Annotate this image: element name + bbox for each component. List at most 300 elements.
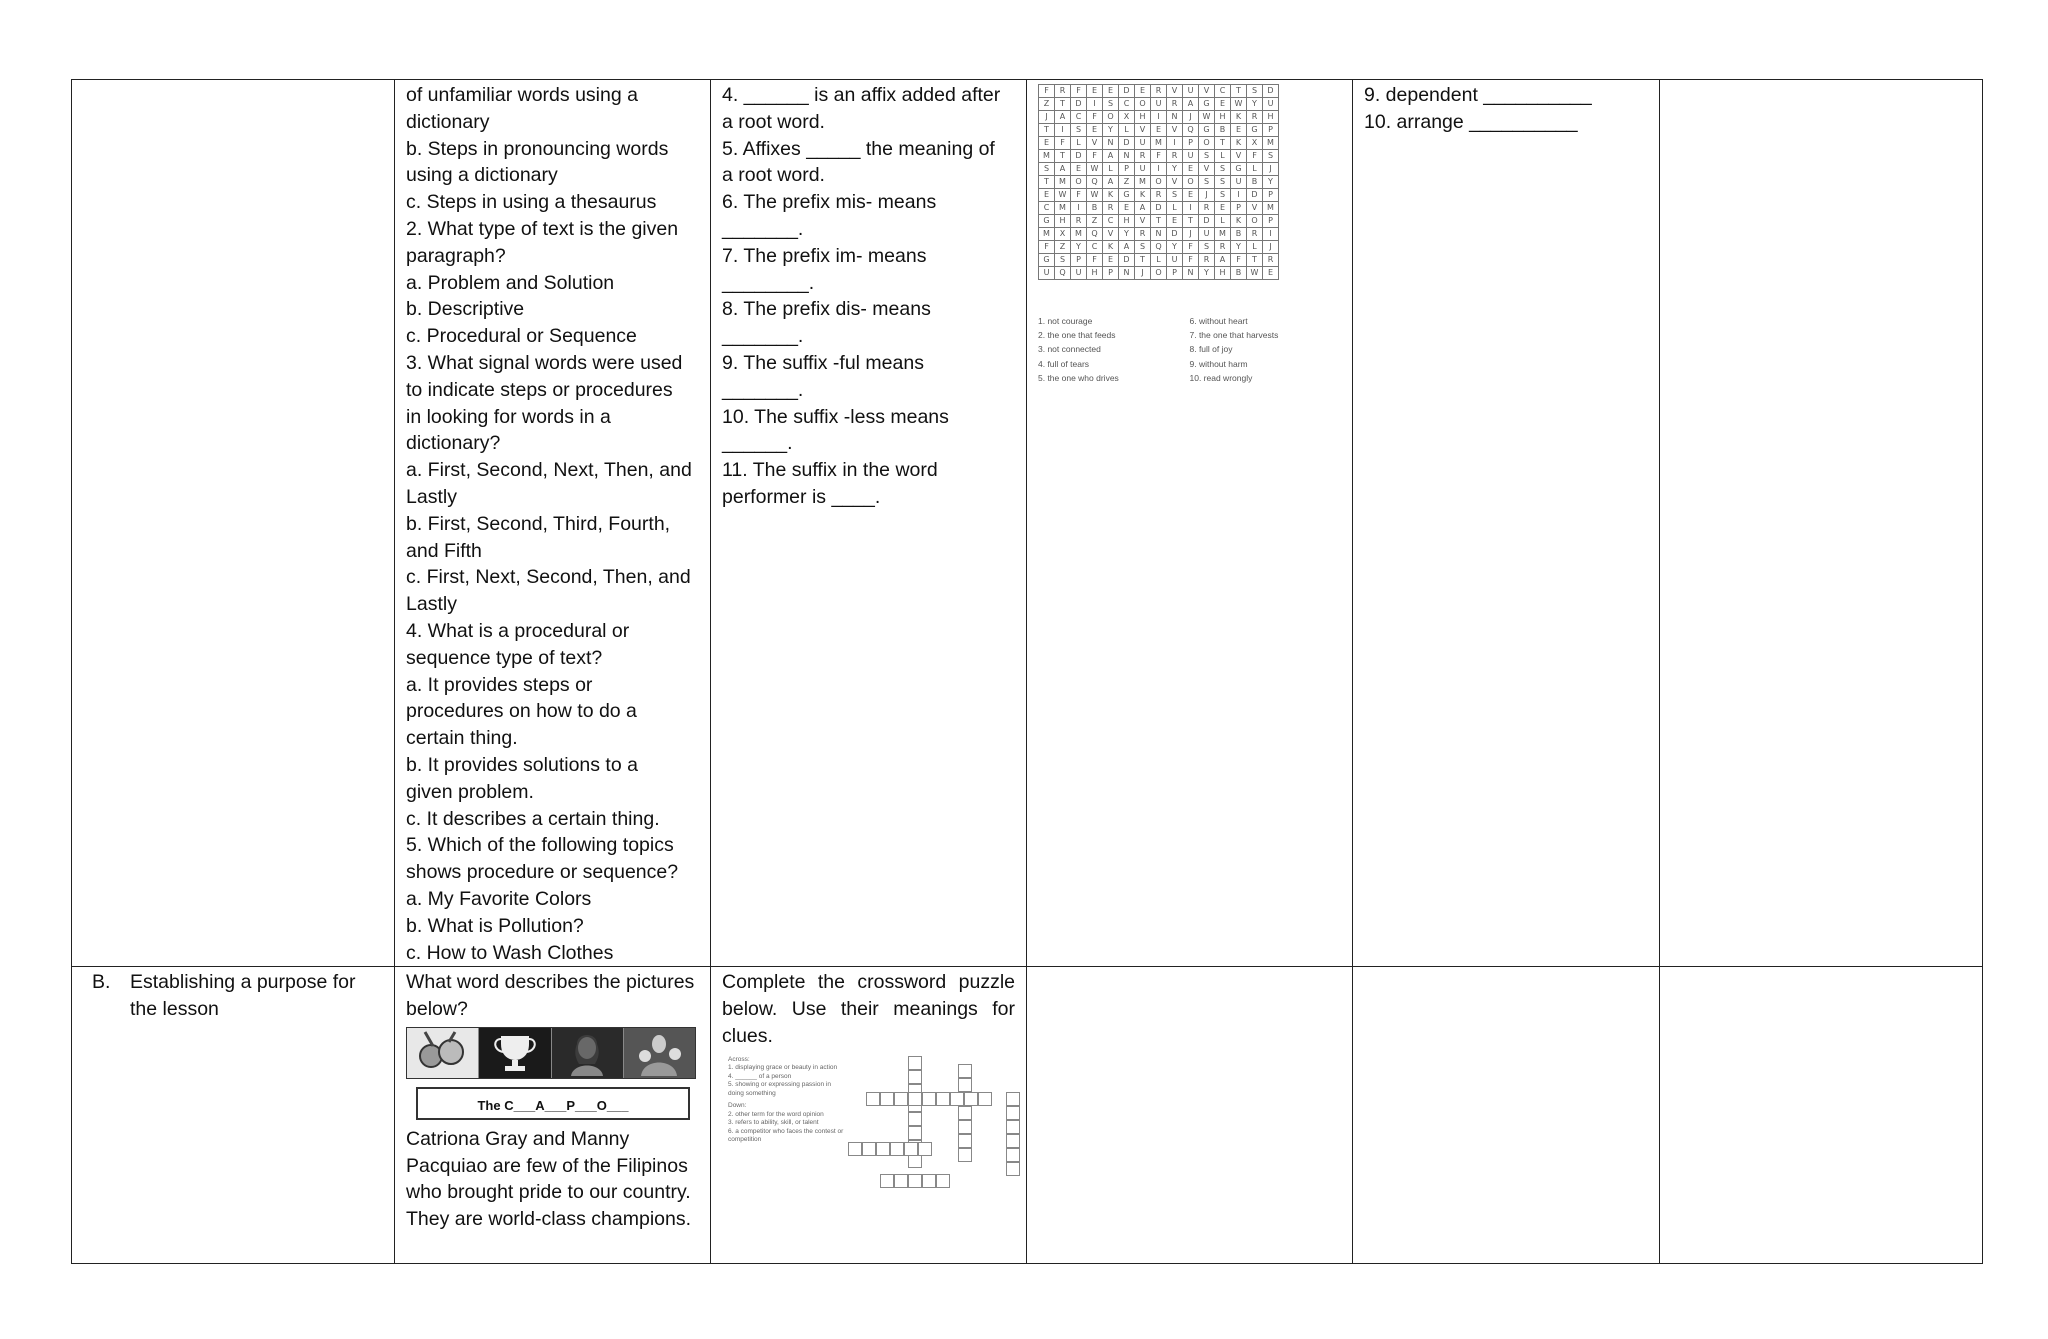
word-search-letter: E xyxy=(1087,85,1103,98)
word-search-letter: R xyxy=(1167,98,1183,111)
word-search-letter: G xyxy=(1231,163,1247,176)
crossword-square xyxy=(866,1092,880,1106)
word-search-letter: L xyxy=(1247,241,1263,254)
question-line: b. What is Pollution? xyxy=(406,914,584,937)
word-search-letter: L xyxy=(1247,163,1263,176)
word-search-row xyxy=(1039,267,1279,280)
lesson-plan-table xyxy=(71,79,1983,1264)
word-search-clues-left xyxy=(1038,314,1190,385)
word-search-letter: T xyxy=(1055,98,1071,111)
crossword-square xyxy=(958,1120,972,1134)
word-search-letter: E xyxy=(1103,254,1119,267)
crossword-square xyxy=(950,1092,964,1106)
word-search-letter: J xyxy=(1263,163,1279,176)
word-search-letter: I xyxy=(1231,189,1247,202)
word-search-letter: F xyxy=(1039,85,1055,98)
word-search-letter: N xyxy=(1119,267,1135,280)
word-search-letter: D xyxy=(1247,189,1263,202)
word-search-letter: V xyxy=(1167,124,1183,137)
word-search-row xyxy=(1039,215,1279,228)
word-search-letter: S xyxy=(1055,254,1071,267)
word-search-letter: S xyxy=(1199,176,1215,189)
word-search-letter: V xyxy=(1199,85,1215,98)
word-search-letter: F xyxy=(1183,254,1199,267)
question-line: procedures on how to do a xyxy=(406,700,637,723)
question-line: dictionary? xyxy=(406,432,501,455)
review-questions-cell xyxy=(395,80,711,967)
word-search-letter: R xyxy=(1199,254,1215,267)
word-search-letter: R xyxy=(1135,150,1151,163)
trophy-image xyxy=(479,1028,551,1078)
crossword-instruction: Complete the crossword puzzle below. Use their meanings for clues. xyxy=(722,971,1015,1047)
word-search-letter: B xyxy=(1087,202,1103,215)
word-search-letter: Z xyxy=(1119,176,1135,189)
word-search-letter: M xyxy=(1039,150,1055,163)
word-search-letter: S xyxy=(1215,176,1231,189)
word-search-letter: Y xyxy=(1167,241,1183,254)
word-search-letter: A xyxy=(1183,98,1199,111)
word-search-letter: V xyxy=(1231,150,1247,163)
crossword-square xyxy=(894,1092,908,1106)
word-search-letter: M xyxy=(1055,202,1071,215)
word-search-letter: R xyxy=(1055,85,1071,98)
word-search-letter: M xyxy=(1071,228,1087,241)
word-search-letter: F xyxy=(1071,85,1087,98)
word-search-letter: N xyxy=(1103,137,1119,150)
word-search-letter: M xyxy=(1263,202,1279,215)
word-search-letter: B xyxy=(1231,228,1247,241)
question-line: paragraph? xyxy=(406,244,506,267)
word-search-letter: O xyxy=(1151,267,1167,280)
word-search-letter: Z xyxy=(1087,215,1103,228)
question-line: a. It provides steps or xyxy=(406,673,593,696)
word-search-letter: F xyxy=(1183,241,1199,254)
word-search-letter: H xyxy=(1119,215,1135,228)
word-search-letter: T xyxy=(1183,215,1199,228)
word-search-letter: P xyxy=(1183,137,1199,150)
question-line: shows procedure or sequence? xyxy=(406,861,679,884)
question-line: c. First, Next, Second, Then, and xyxy=(406,566,691,589)
crossword-square xyxy=(908,1126,922,1140)
crossword-square xyxy=(862,1142,876,1156)
word-search-letter: D xyxy=(1151,202,1167,215)
word-search-letter: E xyxy=(1039,137,1055,150)
purpose-activity-cell xyxy=(395,967,711,1264)
empty-cell xyxy=(1660,967,1983,1264)
empty-cell xyxy=(1027,967,1353,1264)
word-search-letter: Q xyxy=(1087,176,1103,189)
crossword-square xyxy=(922,1174,936,1188)
champions-pictures xyxy=(406,1027,696,1079)
word-search-letter: H xyxy=(1215,267,1231,280)
word-search-letter: U xyxy=(1183,150,1199,163)
question-line: b. It provides solutions to a xyxy=(406,753,638,776)
word-search-letter: S xyxy=(1039,163,1055,176)
word-search-row xyxy=(1039,124,1279,137)
crossword-square xyxy=(908,1056,922,1070)
crossword-square xyxy=(922,1092,936,1106)
question-line: c. How to Wash Clothes xyxy=(406,941,614,964)
word-search-letter: K xyxy=(1103,189,1119,202)
word-search-letter: Q xyxy=(1151,241,1167,254)
word-search-letter: G xyxy=(1119,189,1135,202)
word-search-row xyxy=(1039,241,1279,254)
objective-label: Establishing a purpose for the lesson xyxy=(130,971,356,1021)
word-search-letter: L xyxy=(1167,202,1183,215)
word-search-letter: S xyxy=(1215,189,1231,202)
crossword-square xyxy=(1006,1148,1020,1162)
word-search-letter: S xyxy=(1247,85,1263,98)
crossword-puzzle xyxy=(722,1056,1015,1206)
word-search-letter: U xyxy=(1039,267,1055,280)
champions-paragraph: Catriona Gray and Manny Pacquiao are few of the Filipinos who brought pride to our country. They are world-class champions. xyxy=(406,1127,692,1231)
question-line: _______. xyxy=(722,217,804,240)
word-search-letter: H xyxy=(1087,267,1103,280)
word-search-letter: L xyxy=(1215,215,1231,228)
word-search-clue: 4. full of tears xyxy=(1038,358,1090,369)
question-line: c. It describes a certain thing. xyxy=(406,807,660,830)
word-search-letter: F xyxy=(1247,150,1263,163)
word-search-letter: V xyxy=(1199,163,1215,176)
table-row xyxy=(72,80,1983,967)
word-search-letter: O xyxy=(1103,111,1119,124)
crossword-square xyxy=(958,1148,972,1162)
word-search-letter: O xyxy=(1151,176,1167,189)
empty-cell xyxy=(1660,80,1983,967)
word-search-letter: O xyxy=(1199,137,1215,150)
word-search-letter: V xyxy=(1087,137,1103,150)
label-cell-empty xyxy=(72,80,395,967)
word-search-clues-right xyxy=(1190,314,1342,385)
word-search-letter: R xyxy=(1103,202,1119,215)
crossword-clue: 2. other term for the word opinion xyxy=(728,1110,824,1118)
word-search-letter: U xyxy=(1135,137,1151,150)
word-search-letter: Q xyxy=(1087,228,1103,241)
word-search-letter: R xyxy=(1247,228,1263,241)
word-search-letter: J xyxy=(1183,111,1199,124)
word-search-letter: Y xyxy=(1167,163,1183,176)
word-search-clue: 5. the one who drives xyxy=(1038,372,1119,383)
word-search-letter: E xyxy=(1071,163,1087,176)
word-search-letter: S xyxy=(1103,98,1119,111)
word-search-letter: P xyxy=(1167,267,1183,280)
crossword-square xyxy=(1006,1162,1020,1176)
word-search-letter: E xyxy=(1135,85,1151,98)
word-search-letter: W xyxy=(1199,111,1215,124)
word-search-letter: G xyxy=(1039,215,1055,228)
question-line: 8. The prefix dis- means xyxy=(722,298,931,321)
word-search-letter: M xyxy=(1055,176,1071,189)
word-search-letter: F xyxy=(1055,137,1071,150)
word-search-letter: Y xyxy=(1199,267,1215,280)
crossword-square xyxy=(936,1174,950,1188)
word-search-row xyxy=(1039,202,1279,215)
word-search-letter: F xyxy=(1231,254,1247,267)
crossword-clue: 6. a competitor who faces the contest or competition xyxy=(728,1127,844,1144)
crossword-square xyxy=(958,1106,972,1120)
word-search-letter: Y xyxy=(1071,241,1087,254)
crossword-clues xyxy=(728,1056,848,1145)
crossword-square xyxy=(1006,1120,1020,1134)
word-search-letter: I xyxy=(1151,163,1167,176)
word-search-letter: H xyxy=(1215,111,1231,124)
question-line: given problem. xyxy=(406,780,534,803)
word-search-letter: B xyxy=(1231,267,1247,280)
word-search-letter: I xyxy=(1167,137,1183,150)
word-search-letter: G xyxy=(1199,124,1215,137)
word-search-letter: U xyxy=(1231,176,1247,189)
word-search-letter: D xyxy=(1119,85,1135,98)
question-line: 9. The suffix -ful means xyxy=(722,351,924,374)
word-search-letter: Y xyxy=(1103,124,1119,137)
word-search-letter: E xyxy=(1263,267,1279,280)
word-search-letter: F xyxy=(1071,189,1087,202)
crossword-across-label: Across: xyxy=(728,1055,750,1063)
word-search-letter: N xyxy=(1183,267,1199,280)
word-search-letter: K xyxy=(1231,215,1247,228)
crossword-square xyxy=(908,1174,922,1188)
crossword-across-list xyxy=(728,1064,848,1098)
crossword-square xyxy=(904,1142,918,1156)
crossword-square xyxy=(890,1142,904,1156)
question-line: sequence type of text? xyxy=(406,646,603,669)
crossword-square xyxy=(880,1092,894,1106)
word-search-row xyxy=(1039,176,1279,189)
word-search-letter: L xyxy=(1151,254,1167,267)
word-search-letter: K xyxy=(1103,241,1119,254)
word-search-letter: H xyxy=(1263,111,1279,124)
crossword-clue: 5. showing or expressing passion in doing something xyxy=(728,1081,831,1097)
word-search-letter: V xyxy=(1135,124,1151,137)
crossword-activity-cell xyxy=(711,967,1027,1264)
word-search-letter: P xyxy=(1071,254,1087,267)
word-search-clues xyxy=(1038,314,1341,385)
word-search-letter: S xyxy=(1215,163,1231,176)
crossword-square xyxy=(894,1174,908,1188)
word-search-letter: M xyxy=(1263,137,1279,150)
word-search-letter: U xyxy=(1135,163,1151,176)
word-search-letter: I xyxy=(1183,202,1199,215)
question-line: b. Steps in pronouncing words xyxy=(406,137,669,160)
word-search-letter: U xyxy=(1071,267,1087,280)
word-search-letter: A xyxy=(1055,163,1071,176)
word-search-letter: J xyxy=(1135,267,1151,280)
word-search-letter: M xyxy=(1151,137,1167,150)
question-line: dictionary xyxy=(406,110,490,133)
crossword-square xyxy=(908,1112,922,1126)
word-search-letter: U xyxy=(1183,85,1199,98)
crossword-square xyxy=(908,1070,922,1084)
word-search-letter: E xyxy=(1183,189,1199,202)
word-search-letter: U xyxy=(1263,98,1279,111)
word-search-letter: R xyxy=(1151,85,1167,98)
word-search-letter: U xyxy=(1167,254,1183,267)
question-line: a root word. xyxy=(722,164,825,187)
word-search-letter: N xyxy=(1119,150,1135,163)
question-line: using a dictionary xyxy=(406,164,558,187)
word-search-letter: V xyxy=(1247,202,1263,215)
answer-line: 10. arrange __________ xyxy=(1364,110,1578,133)
word-search-letter: F xyxy=(1039,241,1055,254)
word-search-letter: J xyxy=(1263,241,1279,254)
word-search-row xyxy=(1039,111,1279,124)
word-search-clue: 7. the one that harvests xyxy=(1189,330,1279,341)
answer-items-list xyxy=(1364,82,1648,136)
word-search-letter: D xyxy=(1199,215,1215,228)
word-search-letter: T xyxy=(1247,254,1263,267)
crossword-square xyxy=(958,1064,972,1078)
word-search-letter: Y xyxy=(1247,98,1263,111)
word-search-letter: R xyxy=(1071,215,1087,228)
word-search-letter: M xyxy=(1215,228,1231,241)
question-line: 5. Which of the following topics xyxy=(406,834,674,857)
word-search-clue: 8. full of joy xyxy=(1189,344,1233,355)
word-search-letter: Z xyxy=(1055,241,1071,254)
word-search-letter: O xyxy=(1071,176,1087,189)
crossword-square xyxy=(978,1092,992,1106)
crossword-clue: 1. displaying grace or beauty in action xyxy=(728,1064,838,1072)
word-search-letter: Q xyxy=(1183,124,1199,137)
word-search-letter: T xyxy=(1215,137,1231,150)
word-search-letter: T xyxy=(1055,150,1071,163)
question-line: 2. What type of text is the given xyxy=(406,217,679,240)
word-search-letter: G xyxy=(1039,254,1055,267)
word-search-letter: H xyxy=(1055,215,1071,228)
pictures-question: What word describes the pictures below? xyxy=(406,971,695,1021)
objective-label-cell xyxy=(72,967,395,1264)
word-search-row xyxy=(1039,85,1279,98)
question-line: c. Steps in using a thesaurus xyxy=(406,191,657,214)
crossword-square xyxy=(848,1142,862,1156)
crossword-square xyxy=(936,1092,950,1106)
word-search-letter: R xyxy=(1151,189,1167,202)
word-search-row xyxy=(1039,254,1279,267)
word-search-row xyxy=(1039,98,1279,111)
crossword-grid xyxy=(846,1056,1016,1196)
word-search-clue: 2. the one that feeds xyxy=(1038,330,1116,341)
word-search-letter: O xyxy=(1183,176,1199,189)
crossword-clue: 4. ______ of a person xyxy=(728,1072,792,1080)
question-line: in looking for words in a xyxy=(406,405,611,428)
word-search-letter: L xyxy=(1119,124,1135,137)
word-search-letter: F xyxy=(1087,111,1103,124)
word-search-letter: R xyxy=(1167,150,1183,163)
crossword-down-label: Down: xyxy=(728,1102,747,1110)
crossword-square xyxy=(1006,1092,1020,1106)
word-search-letter: O xyxy=(1135,98,1151,111)
question-line: Lastly xyxy=(406,485,457,508)
word-search-letter: E xyxy=(1151,124,1167,137)
word-search-letter: Y xyxy=(1231,241,1247,254)
word-search-letter: C xyxy=(1087,241,1103,254)
word-search-row xyxy=(1039,228,1279,241)
word-search-letter: I xyxy=(1151,111,1167,124)
word-search-letter: O xyxy=(1247,215,1263,228)
word-search-letter: I xyxy=(1055,124,1071,137)
word-search-letter: D xyxy=(1071,150,1087,163)
word-search-letter: R xyxy=(1199,202,1215,215)
word-search-letter: A xyxy=(1119,241,1135,254)
word-search-letter: V xyxy=(1135,215,1151,228)
word-search-letter: M xyxy=(1135,176,1151,189)
word-search-letter: I xyxy=(1263,228,1279,241)
question-line: 5. Affixes _____ the meaning of xyxy=(722,137,995,160)
word-search-letter: V xyxy=(1167,85,1183,98)
word-search-letter: D xyxy=(1071,98,1087,111)
word-search-letter: K xyxy=(1135,189,1151,202)
word-search-letter: E xyxy=(1039,189,1055,202)
word-search-letter: E xyxy=(1103,85,1119,98)
word-search-letter: R xyxy=(1263,254,1279,267)
word-search-letter: P xyxy=(1231,202,1247,215)
word-search-letter: T xyxy=(1231,85,1247,98)
word-search-letter: T xyxy=(1039,176,1055,189)
question-line: c. Procedural or Sequence xyxy=(406,325,637,348)
objective-letter: B. xyxy=(92,971,111,994)
word-search-letter: P xyxy=(1263,124,1279,137)
crossword-square xyxy=(1006,1134,1020,1148)
word-search-letter: Y xyxy=(1263,176,1279,189)
word-search-letter: A xyxy=(1215,254,1231,267)
word-search-clue: 6. without heart xyxy=(1189,316,1248,326)
word-search-letter: R xyxy=(1247,111,1263,124)
crossword-square xyxy=(1006,1106,1020,1120)
word-search-grid xyxy=(1038,84,1279,280)
word-search-letter: E xyxy=(1087,124,1103,137)
answer-items-cell xyxy=(1353,80,1660,967)
word-search-letter: Q xyxy=(1055,267,1071,280)
word-search-letter: C xyxy=(1215,85,1231,98)
word-search-clue: 10. read wrongly xyxy=(1189,372,1253,383)
word-search-letter: D xyxy=(1119,254,1135,267)
question-line: a. First, Second, Next, Then, and xyxy=(406,459,692,482)
crossword-square xyxy=(964,1092,978,1106)
word-search-letter: K xyxy=(1231,111,1247,124)
word-search-letter: S xyxy=(1071,124,1087,137)
word-search-letter: C xyxy=(1103,215,1119,228)
word-search-letter: A xyxy=(1103,176,1119,189)
word-search-letter: A xyxy=(1055,111,1071,124)
word-search-letter: L xyxy=(1071,137,1087,150)
word-search-letter: C xyxy=(1119,98,1135,111)
word-search-cell xyxy=(1027,80,1353,967)
word-search-letter: D xyxy=(1119,137,1135,150)
word-search-letter: D xyxy=(1167,228,1183,241)
word-search-letter: S xyxy=(1199,241,1215,254)
word-search-letter: J xyxy=(1183,228,1199,241)
word-search-letter: T xyxy=(1039,124,1055,137)
word-search-letter: H xyxy=(1135,111,1151,124)
word-search-letter: U xyxy=(1151,98,1167,111)
word-search-letter: R xyxy=(1135,228,1151,241)
question-line: 4. What is a procedural or xyxy=(406,619,630,642)
table-row xyxy=(72,967,1983,1264)
answer-line: 9. dependent __________ xyxy=(1364,84,1592,106)
word-search-letter: A xyxy=(1103,150,1119,163)
review-questions-list xyxy=(406,82,699,966)
word-search-letter: I xyxy=(1071,202,1087,215)
word-search-letter: X xyxy=(1055,228,1071,241)
question-line: a root word. xyxy=(722,110,825,133)
question-line: 3. What signal words were used xyxy=(406,351,683,374)
word-search-letter: W xyxy=(1087,189,1103,202)
word-search-letter: E xyxy=(1119,202,1135,215)
word-search-letter: L xyxy=(1215,150,1231,163)
word-search-row xyxy=(1039,163,1279,176)
word-search-letter: S xyxy=(1135,241,1151,254)
word-search-letter: I xyxy=(1087,98,1103,111)
question-line: and Fifth xyxy=(406,539,482,562)
